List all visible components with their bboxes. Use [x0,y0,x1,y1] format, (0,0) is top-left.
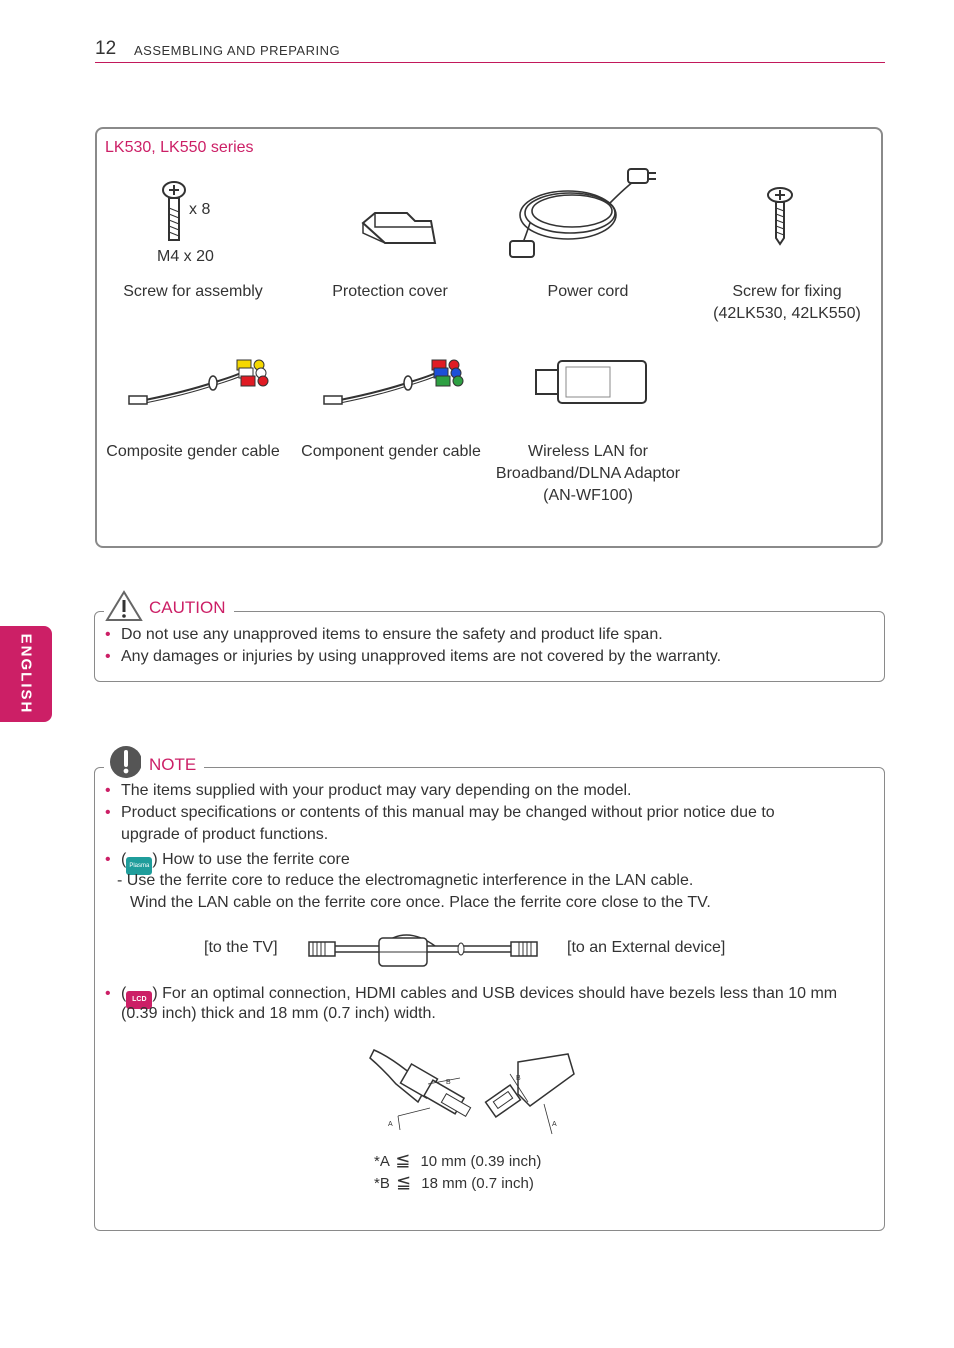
fixing-screw-caption-1: Screw for fixing [732,283,842,300]
language-side-tab [0,626,52,722]
assembly-screw-qty: x 8 [189,201,211,218]
bullet-dot: • [105,985,111,1002]
bullet-dot: • [105,851,111,868]
diagram-letter-b-right: B [516,1075,521,1082]
fixing-screw-icon [765,186,795,248]
bullet-dot: • [105,648,111,665]
dimension-b-row [374,1171,534,1195]
hdmi-usb-bezel-diagram [368,1044,578,1136]
leq-b-symbol: ≦ [396,1172,412,1192]
dimension-a-value: 10 mm (0.39 inch) [420,1153,542,1170]
wireless-adaptor-caption-3: (AN-WF100) [543,487,633,504]
page-number: 12 [95,38,117,59]
note-item-1: • The items supplied with your product may vary depending on the model. [101,780,871,802]
caution-item-1: • Do not use any unapproved items to ensure the safety and product life span. [101,624,871,646]
bullet-dot: • [105,782,111,799]
dimension-a-row [374,1149,541,1173]
caution-list [101,624,871,668]
dimension-a-label: *A [374,1153,390,1170]
header-divider [95,62,885,63]
dimension-b-value: 18 mm (0.7 inch) [421,1175,534,1192]
warning-triangle-icon [104,588,144,624]
composite-cable-icon [125,350,275,410]
power-cord-caption: Power cord [547,283,629,300]
wireless-adaptor-caption-1: Wireless LAN for [527,443,649,460]
assembly-screw-caption: Screw for assembly [123,283,263,300]
note-item-3: • ( Plasma ) How to use the ferrite core [101,849,891,875]
ferrite-instruction-1: - Use the ferrite core to reduce the electromagnetic interference in the LAN cable. [117,872,694,889]
ferrite-right-label: [to an External device] [567,939,726,956]
assembly-screw-icon [158,180,190,246]
caution-title: CAUTION [141,598,234,618]
leq-a-symbol: ≦ [395,1150,411,1170]
bullet-dot: • [105,804,111,821]
ferrite-left-label: [to the TV] [204,939,278,956]
series-label: LK530, LK550 series [105,139,254,156]
lcd-badge-icon: LCD [126,991,152,1009]
note-item-2: • Product specifications or contents of this manual may be changed without prior notice due to upgrade of product functions. [105,804,775,843]
diagram-letter-a-right: A [552,1121,557,1128]
wireless-adaptor-caption-2: Broadband/DLNA Adaptor [495,465,681,482]
bullet-dot: • [105,626,111,643]
diagram-letter-a-left: A [388,1121,393,1128]
dimension-b-label: *B [374,1175,390,1192]
lcd-item-line-2: (0.39 inch) thick and 18 mm (0.7 inch) width. [121,1005,436,1022]
wireless-adaptor-icon [534,358,650,406]
composite-cable-caption: Composite gender cable [106,443,280,460]
diagram-letter-b-left: B [446,1079,451,1086]
note-item-4: • ( LCD ) For an optimal connection, HDMI cables and USB devices should have bezels less than 10 mm [101,983,891,1009]
ferrite-instruction-2: Wind the LAN cable on the ferrite core once. Place the ferrite core close to the TV. [130,894,711,911]
note-title: NOTE [141,755,204,775]
note-list [101,780,871,846]
component-cable-caption: Component gender cable [301,443,481,460]
protection-cover-caption: Protection cover [332,283,448,300]
ferrite-core-diagram [305,930,541,970]
plasma-badge-icon: Plasma [126,857,152,875]
component-cable-icon [320,350,470,410]
section-title: ASSEMBLING AND PREPARING [134,43,341,58]
assembly-screw-size: M4 x 20 [157,248,214,265]
fixing-screw-caption-2: (42LK530, 42LK550) [713,305,861,322]
power-cord-icon [500,163,660,263]
protection-cover-icon [355,205,439,249]
language-label: ENGLISH [17,633,35,715]
caution-item-2: • Any damages or injuries by using unapproved items are not covered by the warranty. [101,646,871,668]
